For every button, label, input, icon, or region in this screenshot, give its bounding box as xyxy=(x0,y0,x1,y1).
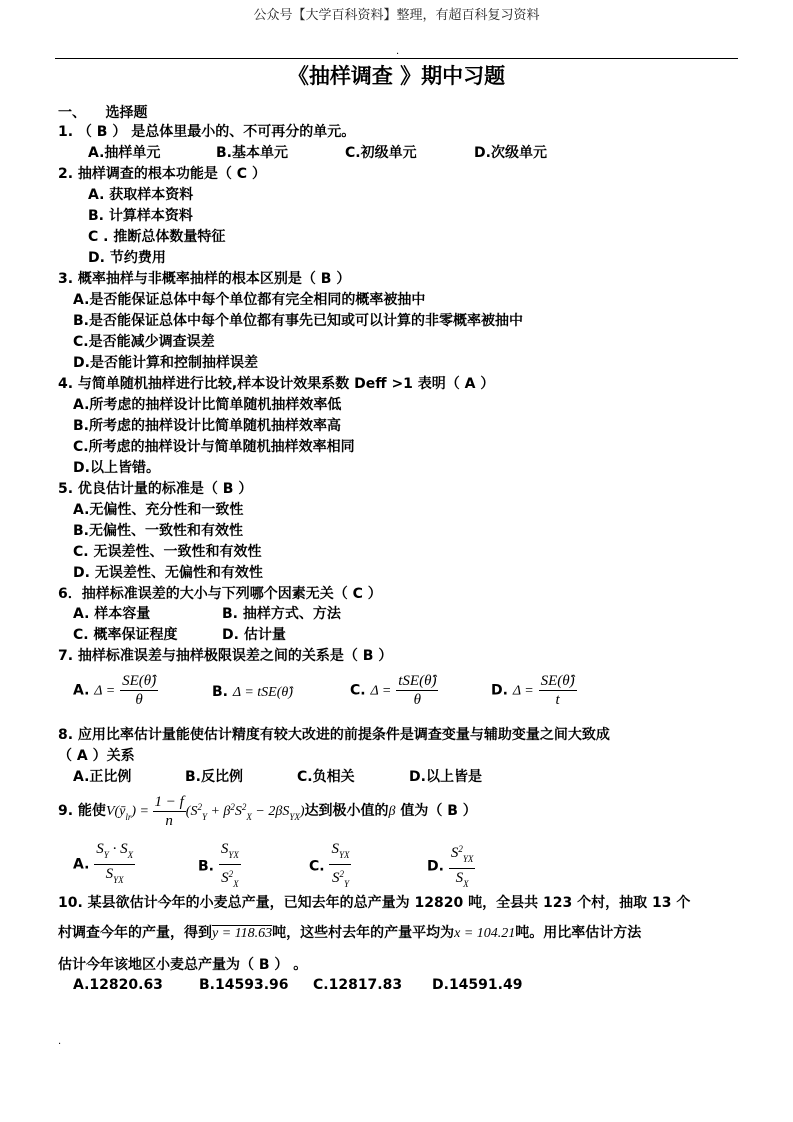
formula-option-a: A. $\frac{S_Y \cdot S_X}{S_{YX}}$ xyxy=(73,841,134,885)
formula-option-a: A. Δ = $\frac{SE(\thetâ)}{\theta}$ xyxy=(73,673,157,708)
xbar-value: x = 104.21 xyxy=(454,926,516,941)
option-label: D. xyxy=(427,858,444,875)
question-2: 2. 抽样调查的根本功能是（ C ） xyxy=(58,166,266,182)
option: D.14591.49 xyxy=(432,977,523,993)
formula-option-d: D. Δ = $\frac{SE(\thetâ)}{t}$ xyxy=(491,673,575,708)
question-4: 4. 与简单随机抽样进行比较,样本设计效果系数 Deff >1 表明（ A ） xyxy=(58,376,495,392)
option: A.正比例 xyxy=(73,769,132,785)
option-label: C. xyxy=(309,858,325,875)
option: D.次级单元 xyxy=(474,145,547,161)
dot-mark: . xyxy=(58,1036,62,1047)
option: C . 推断总体数量特征 xyxy=(88,229,226,245)
question-8-cont: （ A ）关系 xyxy=(58,748,135,764)
option-label: C. xyxy=(350,682,366,699)
formula-option-c: C. $\frac{S_{YX}}{S^2_Y}$ xyxy=(309,841,350,889)
q10-text: 村调查今年的产量，得到 xyxy=(58,925,212,941)
option: B. 抽样方式、方法 xyxy=(222,606,341,622)
option: A.无偏性、充分性和一致性 xyxy=(73,502,244,518)
option: D.以上皆错。 xyxy=(73,460,160,476)
option: B.所考虑的抽样设计比简单随机抽样效率高 xyxy=(73,418,341,434)
question-7: 7. 抽样标准误差与抽样极限误差之间的关系是（ B ） xyxy=(58,648,393,664)
option-label: B. xyxy=(198,858,214,875)
formula-option-b: B. Δ = tSE(θ̂) xyxy=(212,684,293,700)
option: B.无偏性、一致性和有效性 xyxy=(73,523,243,539)
formula-option-d: D. $\frac{S^2_{YX}}{S_X}$ xyxy=(427,840,475,893)
question-8: 8. 应用比率估计量能使估计精度有较大改进的前提条件是调查变量与辅助变量之间大致成 xyxy=(58,727,610,743)
question-10-cont xyxy=(58,924,641,943)
option: A. 获取样本资料 xyxy=(88,187,194,203)
option: B.反比例 xyxy=(185,769,243,785)
option: B.基本单元 xyxy=(216,145,288,161)
option: D. 节约费用 xyxy=(88,250,166,266)
option: D.是否能计算和控制抽样误差 xyxy=(73,355,258,371)
question-9: 9. 能使$V(ȳ_{lr})$ = $\frac{1 - f}{n}$ $(S^2_Y + \beta^2S^2_X - 2\beta S_{YX})$达到极小值的β 值为（ B ） xyxy=(58,793,477,829)
formula-option-b: B. $\frac{S_{YX}}{S^2_X}$ xyxy=(198,841,239,889)
question-10: 10. 某县欲估计今年的小麦总产量，已知去年的总产量为 12820 吨，全县共 123 个村，抽取 13 个 xyxy=(58,895,691,911)
option: A. 样本容量 xyxy=(73,606,151,622)
option: C.负相关 xyxy=(297,769,355,785)
option: B. 计算样本资料 xyxy=(88,208,193,224)
question-6: 6．抽样标准误差的大小与下列哪个因素无关（ C ） xyxy=(58,586,382,602)
option: C. 无误差性、一致性和有效性 xyxy=(73,544,262,560)
page-title: 《抽样调查 》期中习题 xyxy=(287,64,506,88)
q9-text: 达到极小值的 xyxy=(304,803,389,819)
option: B.14593.96 xyxy=(199,977,289,993)
option: B.是否能保证总体中每个单位都有事先已知或可以计算的非零概率被抽中 xyxy=(73,313,523,329)
ybar-value: y = 118.63 xyxy=(212,926,273,941)
option: A.抽样单元 xyxy=(88,145,161,161)
page-header: 公众号【大学百科资料】整理，有超百科复习资料 xyxy=(253,8,540,23)
option: C. 概率保证程度 xyxy=(73,627,178,643)
option: A.所考虑的抽样设计比简单随机抽样效率低 xyxy=(73,397,342,413)
q9-text: 值为（ B ） xyxy=(400,803,477,819)
q9-text: 9. 能使 xyxy=(58,803,106,819)
question-3: 3. 概率抽样与非概率抽样的根本区别是（ B ） xyxy=(58,271,351,287)
option: D. 估计量 xyxy=(222,627,286,643)
option: C.初级单元 xyxy=(345,145,417,161)
option: C.12817.83 xyxy=(313,977,403,993)
formula-option-c: C. Δ = $\frac{\text{tSE(θ̂)}}{\theta}$ xyxy=(350,673,437,708)
option: D.以上皆是 xyxy=(409,769,482,785)
question-1: 1. （ B ） 是总体里最小的、不可再分的单元。 xyxy=(58,124,356,140)
header-rule xyxy=(55,58,738,59)
question-5: 5. 优良估计量的标准是（ B ） xyxy=(58,481,253,497)
option: D. 无误差性、无偏性和有效性 xyxy=(73,565,263,581)
q10-text: 吨，这些村去年的产量平均为 xyxy=(272,925,455,941)
question-10-end: 估计今年该地区小麦总产量为（ B ） 。 xyxy=(58,957,308,973)
option-label: A. xyxy=(73,682,90,699)
section-heading: 一、 选择题 xyxy=(58,105,148,121)
option-label: B. xyxy=(212,684,228,700)
option-label: A. xyxy=(73,856,90,873)
option: C.所考虑的抽样设计与简单随机抽样效率相同 xyxy=(73,439,355,455)
option: C.是否能减少调查误差 xyxy=(73,334,215,350)
dot-mark: . xyxy=(396,46,400,57)
option: A.是否能保证总体中每个单位都有完全相同的概率被抽中 xyxy=(73,292,426,308)
q10-text: 吨。用比率估计方法 xyxy=(515,925,642,941)
option: A.12820.63 xyxy=(73,977,163,993)
option-label: D. xyxy=(491,682,508,699)
